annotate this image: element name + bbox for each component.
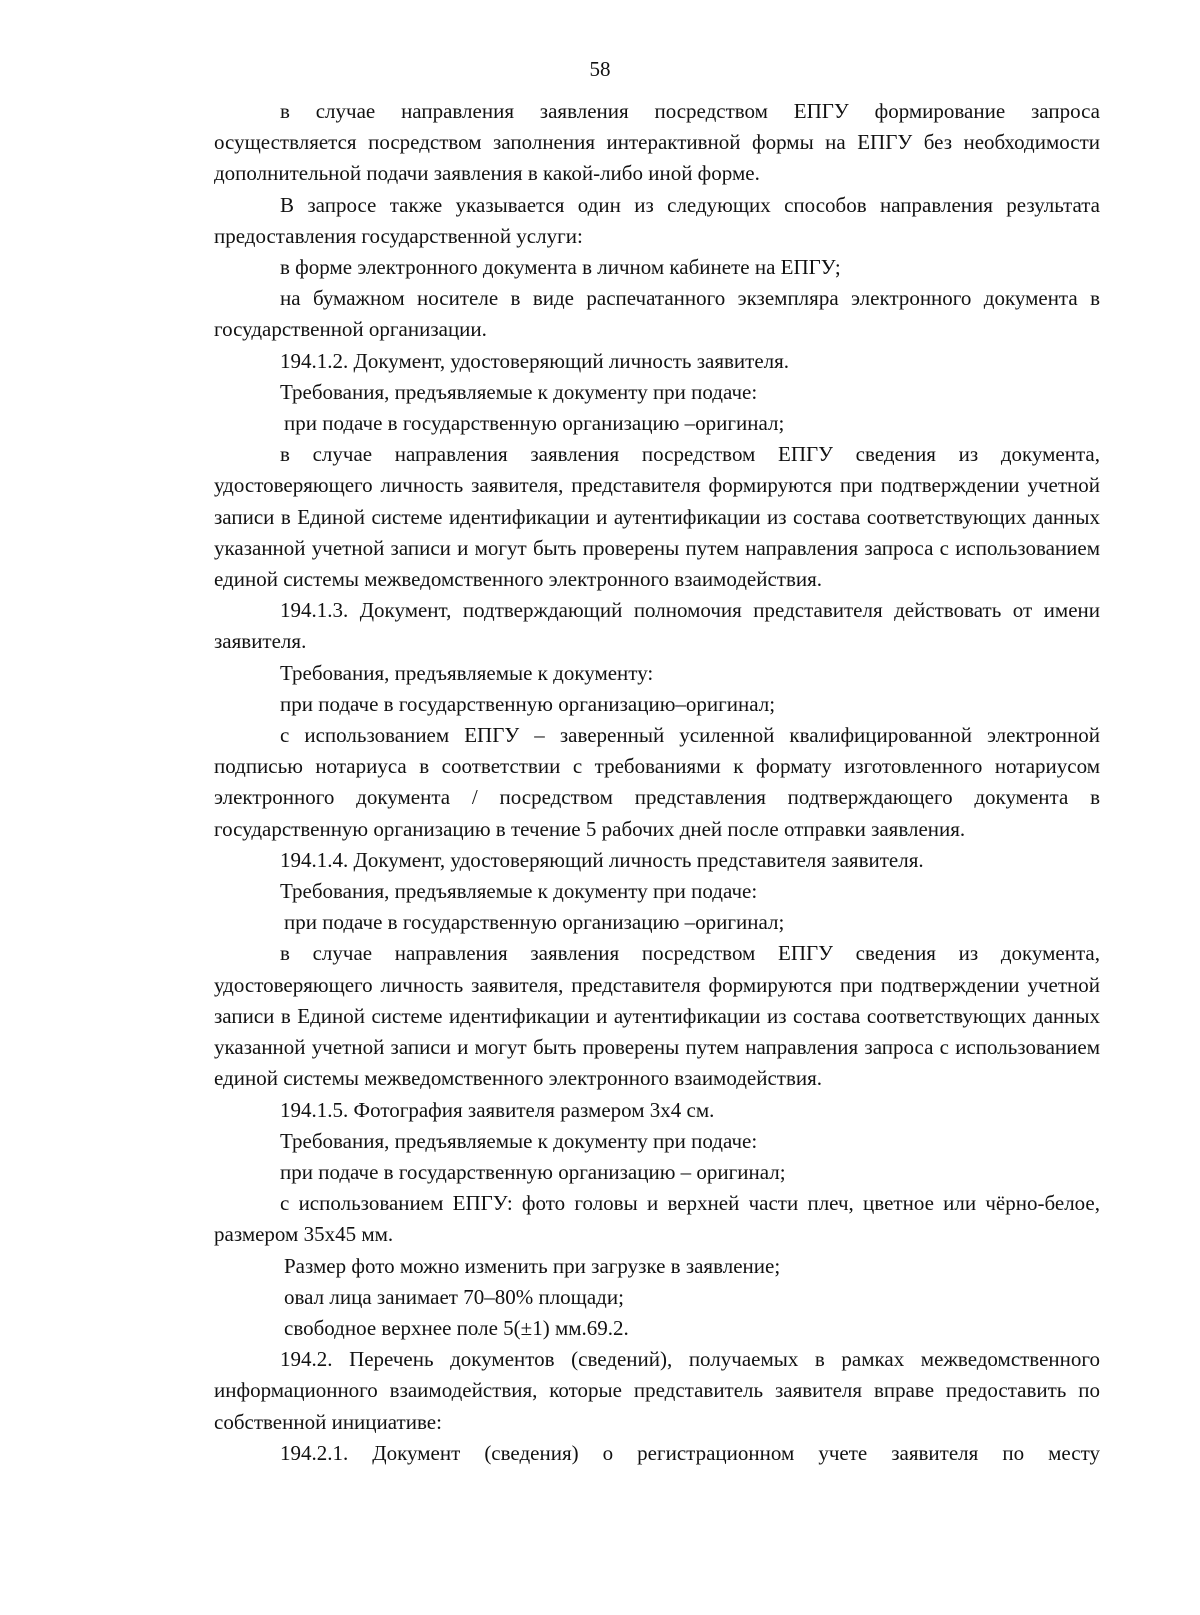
document-body [214,96,1100,1469]
paragraph: овал лица занимает 70–80% площади; [284,1284,624,1309]
paragraph: в случае направления заявления посредством ЕПГУ формирование запроса осуществляется посредством заполнения интерактивной формы на ЕПГУ без необходимости дополнительной подачи заявления в какой-либо иной форме. [214,99,1100,186]
paragraph: Требования, предъявляемые к документу при подаче: [280,379,758,404]
paragraph: 194.1.2. Документ, удостоверяющий личность заявителя. [280,348,790,373]
paragraph: с использованием ЕПГУ – заверенный усиленной квалифицированной электронной подписью нотариуса в соответствии с требованиями к формату изготовленного нотариусом электронного документа / посредством представления подтверждающего документа в государственную организацию в течение 5 рабочих дней после отправки заявления. [214,723,1100,841]
paragraph: Требования, предъявляемые к документу: [280,660,654,685]
paragraph: свободное верхнее поле 5(±1) мм.69.2. [284,1315,629,1340]
paragraph: 194.2.1. Документ (сведения) о регистрационном учете заявителя по месту [280,1440,1100,1465]
paragraph: при подаче в государственную организацию –оригинал; [284,910,785,935]
page-number: 58 [589,57,611,81]
paragraph: при подаче в государственную организацию – оригинал; [280,1159,786,1184]
paragraph: при подаче в государственную организацию–оригинал; [280,691,776,716]
paragraph: 194.1.4. Документ, удостоверяющий личность представителя заявителя. [280,847,924,872]
paragraph: в случае направления заявления посредством ЕПГУ сведения из документа, удостоверяющего личность заявителя, представителя формируются при подтверждении учетной записи в Единой системе идентификации и аутентификации из состава соответствующих данных указанной учетной записи и могут быть проверены путем направления запроса с использованием единой системы межведомственного электронного взаимодействия. [214,941,1100,1091]
paragraph: в форме электронного документа в личном кабинете на ЕПГУ; [280,255,841,280]
paragraph: 194.2. Перечень документов (сведений), получаемых в рамках межведомственного информационного взаимодействия, которые представитель заявителя вправе предоставить по собственной инициативе: [214,1347,1100,1434]
paragraph: с использованием ЕПГУ: фото головы и верхней части плеч, цветное или чёрно-белое, размером 35х45 мм. [214,1191,1100,1247]
paragraph: Требования, предъявляемые к документу при подаче: [280,1128,758,1153]
paragraph: Требования, предъявляемые к документу при подаче: [280,879,758,904]
paragraph: 194.1.5. Фотография заявителя размером 3х4 см. [280,1097,715,1122]
paragraph: в случае направления заявления посредством ЕПГУ сведения из документа, удостоверяющего личность заявителя, представителя формируются при подтверждении учетной записи в Единой системе идентификации и аутентификации из состава соответствующих данных указанной учетной записи и могут быть проверены путем направления запроса с использованием единой системы межведомственного электронного взаимодействия. [214,442,1100,592]
paragraph: при подаче в государственную организацию –оригинал; [284,411,785,436]
paragraph: 194.1.3. Документ, подтверждающий полномочия представителя действовать от имени заявителя. [214,598,1100,654]
paragraph: на бумажном носителе в виде распечатанного экземпляра электронного документа в государственной организации. [214,286,1100,342]
paragraph: Размер фото можно изменить при загрузке в заявление; [284,1253,781,1278]
paragraph: В запросе также указывается один из следующих способов направления результата предоставления государственной услуги: [214,192,1100,248]
